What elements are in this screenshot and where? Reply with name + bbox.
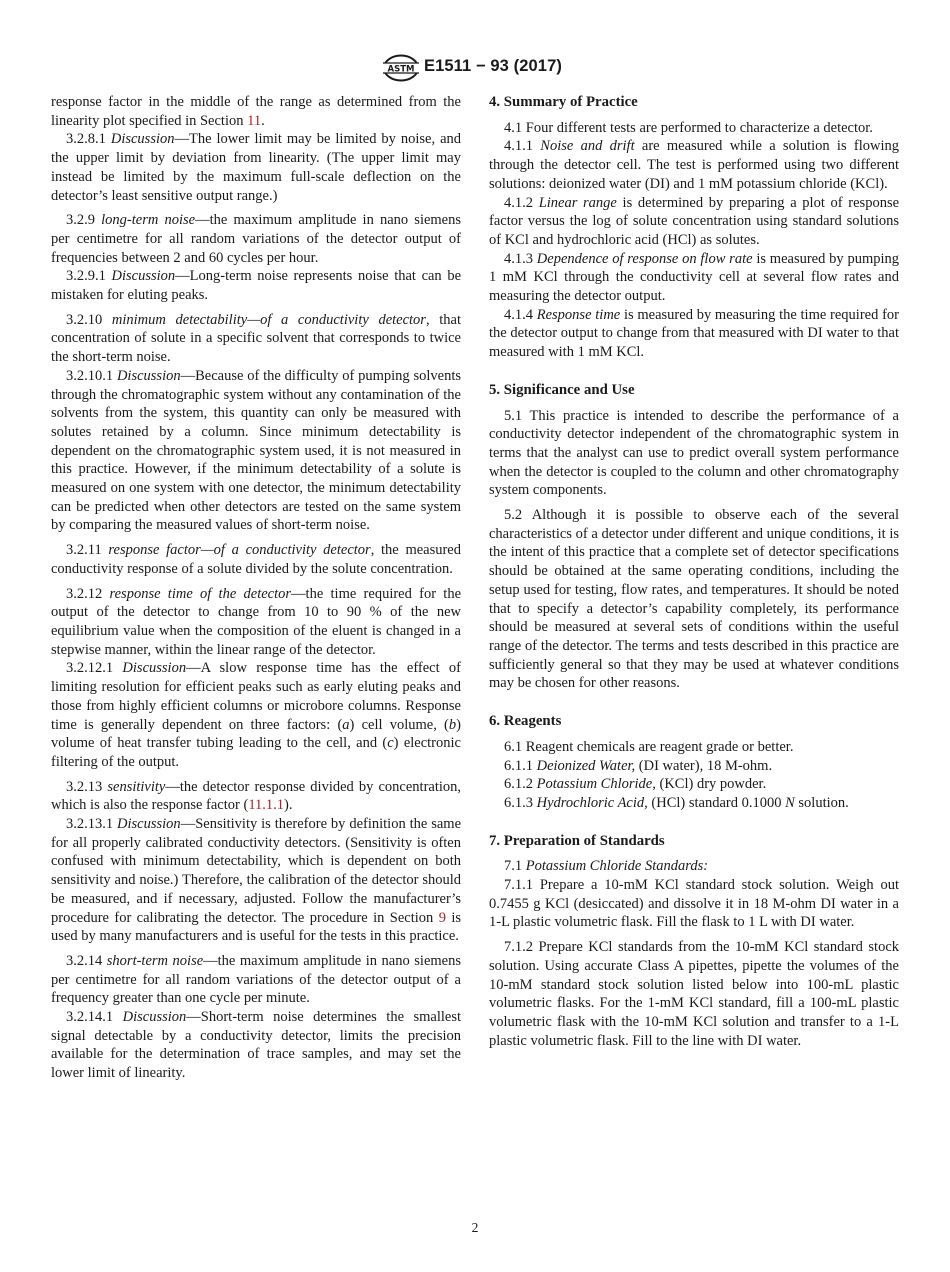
- text-run: 3.2.9: [66, 212, 102, 229]
- text-run: —the detector response divided by concentration, which is also the response factor (: [51, 778, 462, 814]
- italic-term: Discussion: [111, 268, 176, 285]
- italic-term: Discussion: [110, 131, 175, 148]
- text-run: is measured by measuring the time required for the detector output to change from that measured with DI water to that measured with 1 mM KCl.: [489, 306, 900, 361]
- italic-term: sensitivity: [107, 778, 166, 795]
- paragraph: [51, 130, 461, 205]
- paragraph: [51, 815, 461, 946]
- italic-term: long-term noise: [101, 212, 196, 229]
- text-run: 3.2.14.1: [66, 1009, 123, 1026]
- text-run: 4. Summary of Practice: [489, 94, 638, 110]
- text-run: —Sensitivity is therefore by definition the same for all properly calibrated conductivity detectors. (Sensitivity is often confused with minimum detectability, which is dependent on both sensitivity and noise.) Therefore, the calibration of the detector should be measured, and if necessary, adjusted. Follow the manufacturer’s procedure for calibrating the detector. The procedure in Section: [51, 816, 461, 926]
- text-run: 3.2.13: [66, 778, 108, 795]
- svg-text:ASTM: ASTM: [387, 64, 415, 75]
- left-column: [51, 93, 461, 1083]
- italic-term: Discussion: [122, 1009, 187, 1026]
- text-run: .: [261, 112, 265, 129]
- paragraph: [51, 311, 461, 367]
- text-run: 3.2.8.1: [66, 131, 111, 148]
- italic-term: short-term noise: [106, 952, 204, 969]
- paragraph: [489, 775, 899, 794]
- section-reference-link[interactable]: 11.1.1: [248, 797, 285, 814]
- text-run: is determined by preparing a plot of response factor versus the log of solute concentration using standard solutions of KCl and hydrochloric acid (HCl) as solutes.: [489, 194, 900, 248]
- text-run: is used by many manufacturers and is useful for the tests in this practice.: [51, 909, 462, 945]
- text-run: 3.2.10.1: [66, 367, 117, 384]
- text-run: 3.2.13.1: [66, 816, 118, 833]
- text-run: 4.1.1: [504, 138, 541, 155]
- italic-term: b: [448, 716, 457, 733]
- text-run: 5.2 Although it is possible to observe each of the several characteristics of a detector under different and unique conditions, it is the intent of this practice that a complete set of detector specifications should be obtained at the same operating conditions, including the setup used for testing, flow rates, and temperatures. It should be noted that to specify a detector’s capability completely, its performance should be measured at several sets of conditions within the useful range of the detector. The terms and tests described in this practice are sufficiently general so that they may be used at whatever conditions may be chosen for other reasons.: [489, 507, 899, 692]
- text-run: 6.1.3: [504, 794, 537, 811]
- text-run: 7.1: [504, 858, 526, 875]
- italic-term: Discussion: [117, 816, 181, 833]
- text-run: 4.1 Four different tests are performed to characterize a detector.: [504, 119, 873, 136]
- text-run: 4.1.4: [504, 306, 537, 323]
- text-run: —the maximum amplitude in nano siemens per centimetre for all random variations of the detector output of frequencies between 2 and 60 cycles per hour.: [51, 212, 462, 266]
- text-run: (DI water), 18 M-ohm.: [635, 757, 773, 774]
- text-run: 3.2.11: [66, 542, 109, 559]
- text-run: ) volume of heat transfer tubing leading to the cell, and (: [51, 716, 461, 752]
- text-run: ) electronic filtering of the output.: [51, 735, 461, 770]
- italic-term: Response time: [536, 306, 621, 323]
- text-run: is measured by pumping 1 mM KCl through the conductivity cell at several flow rates and measuring the detector output.: [489, 250, 900, 305]
- text-run: 6.1.1: [504, 757, 537, 774]
- paragraph: [489, 857, 899, 876]
- text-run: —the maximum amplitude in nano siemens per centimetre for all random variations of the detector output of a frequency greater than one cycle per minute.: [51, 952, 461, 1007]
- paragraph: [51, 585, 461, 660]
- right-column: [489, 93, 899, 1050]
- text-run: response factor in the middle of the range as determined from the linearity plot specified in Section: [51, 94, 461, 129]
- text-run: solution.: [794, 794, 849, 811]
- text-run: ).: [284, 797, 293, 814]
- text-run: —The lower limit may be limited by noise, and the upper limit by deviation from linearity. (The upper limit may instead be limited by the maximum full-scale deflection on the detector’s least sensitive output range.): [51, 131, 461, 204]
- paragraph: [51, 93, 461, 130]
- italic-term: a: [342, 716, 350, 733]
- text-run: 3.2.10: [66, 311, 112, 328]
- text-run: —Long-term noise represents noise that can be mistaken for eluting peaks.: [51, 268, 461, 304]
- page-number: 2: [471, 1220, 479, 1235]
- text-run: 3.2.14: [66, 952, 107, 969]
- italic-term: Dependence of response on flow rate: [536, 250, 753, 267]
- astm-logo-icon: [381, 54, 421, 82]
- text-run: 6.1.2: [504, 776, 537, 793]
- text-run: 6. Reagents: [489, 713, 562, 730]
- text-run: are measured while a solution is flowing through the detector cell. The test is performed using two different solutions: deionized water (DI) and 1 mM potassium chloride (KCl).: [489, 138, 899, 192]
- text-run: (KCl) dry powder.: [655, 776, 767, 793]
- text-run: 7. Preparation of Standards: [489, 832, 665, 849]
- paragraph: [489, 119, 899, 138]
- page-header: [0, 54, 950, 84]
- text-run: —the time required for the output of the detector to change from 10 to 90 % of the new equilibrium value when the composition of the eluent is changed in a stepwise manner, within the linear range of the detector.: [51, 585, 462, 658]
- section-reference-link[interactable]: 11: [247, 112, 262, 129]
- paragraph: [489, 794, 899, 813]
- text-run: (HCl) standard 0.1000: [647, 794, 786, 811]
- paragraph: [489, 250, 899, 306]
- text-run: 3.2.12.1: [66, 660, 123, 677]
- paragraph: [51, 541, 461, 578]
- paragraph: [51, 952, 461, 1008]
- italic-term: response factor—of a conductivity detector: [108, 542, 371, 559]
- paragraph: [489, 876, 899, 932]
- text-run: 7.1.2 Prepare KCl standards from the 10-mM KCl standard stock solution. Using accurate Class A pipettes, pipette the volumes of the 10-mM standard stock solution listed below into 100-mL plastic volumetric flasks. For the 1-mM KCl standard, fill a 100-mL plastic volumetric flask with the 10-mM KCl solution and transfer to a 1-L plastic volumetric flask. Fill to the line with DI water.: [489, 939, 899, 1049]
- italic-term: minimum detectability—of a conductivity detector: [111, 311, 426, 328]
- italic-term: Discussion: [116, 367, 181, 384]
- italic-term: c: [387, 735, 394, 752]
- text-run: 4.1.2: [504, 194, 539, 211]
- paragraph: [51, 1008, 461, 1083]
- italic-term: Deionized Water,: [536, 757, 636, 774]
- text-run: —A slow response time has the effect of limiting resolution for efficient peaks such as early eluting peaks and those from highly efficient columns or microbore columns. Response time is generally dependent on three factors: (: [51, 660, 461, 733]
- text-run: 4.1.3: [504, 250, 537, 267]
- text-run: ) cell volume, (: [349, 716, 449, 733]
- italic-term: Linear range: [538, 194, 617, 211]
- italic-term: Discussion: [122, 660, 187, 677]
- text-run: , the measured conductivity response of a solute divided by the solute concentration.: [51, 542, 461, 577]
- paragraph: [489, 506, 899, 693]
- paragraph: [489, 407, 899, 501]
- paragraph: [489, 938, 899, 1050]
- text-run: 3.2.9.1: [66, 268, 112, 285]
- paragraph: [489, 757, 899, 776]
- italic-term: N: [785, 794, 795, 811]
- section-heading: [489, 712, 899, 731]
- text-run: —Short-term noise determines the smallest signal detectable by a conductivity detector, limits the precision available for the determination of trace samples, and may set the lower limit of linearity.: [51, 1009, 462, 1082]
- text-run: 7.1.1 Prepare a 10-mM KCl standard stock solution. Weigh out 0.7455 g KCl (desiccated) and dissolve it in 18 M-ohm DI water in a 1-L plastic volumetric flask. Fill the flask to 1 L with DI water.: [489, 877, 899, 931]
- paragraph: [51, 367, 461, 535]
- text-run: —Because of the difficulty of pumping solvents through the chromatographic system without any contamination of the solvents from the system, this quantity can only be measured with solutes retained by a column. Since minimum detectability is dependent on the chromatographic system used, it is not measured in this practice. However, if the minimum detectability of a solute is measured on one system with one detector, the minimum detectability can be predicted when other detectors are tested on the same system by comparing the measured values of short-term noise.: [51, 367, 461, 534]
- paragraph: [51, 659, 461, 771]
- paragraph: [489, 137, 899, 193]
- paragraph: [51, 267, 461, 304]
- text-run: 6.1 Reagent chemicals are reagent grade or better.: [504, 738, 794, 755]
- section-heading: [489, 93, 899, 112]
- italic-term: Potassium Chloride,: [536, 776, 656, 793]
- italic-term: response time of the detector: [109, 585, 292, 602]
- paragraph: [489, 738, 899, 757]
- text-run: 3.2.12: [66, 585, 110, 602]
- text-run: 5.1 This practice is intended to describe the performance of a conductivity detector independent of the chromatographic system in terms that the analyst can use to predict overall system performance when the detector is coupled to the column and other chromatography system components.: [489, 407, 899, 499]
- paragraph: [51, 211, 461, 267]
- text-run: , that concentration of solute in a specific solvent that corresponds to twice the short-term noise.: [51, 311, 461, 366]
- italic-term: Potassium Chloride Standards:: [525, 858, 709, 875]
- section-heading: [489, 381, 899, 400]
- standard-designation: E1511 − 93 (2017): [424, 57, 562, 75]
- section-heading: [489, 832, 899, 851]
- paragraph: [489, 194, 899, 250]
- paragraph: [51, 778, 461, 815]
- paragraph: [489, 306, 899, 362]
- italic-term: Hydrochloric Acid,: [536, 794, 648, 811]
- italic-term: Noise and drift: [540, 138, 635, 155]
- text-run: 5. Significance and Use: [489, 381, 635, 398]
- section-reference-link[interactable]: 9: [438, 909, 446, 926]
